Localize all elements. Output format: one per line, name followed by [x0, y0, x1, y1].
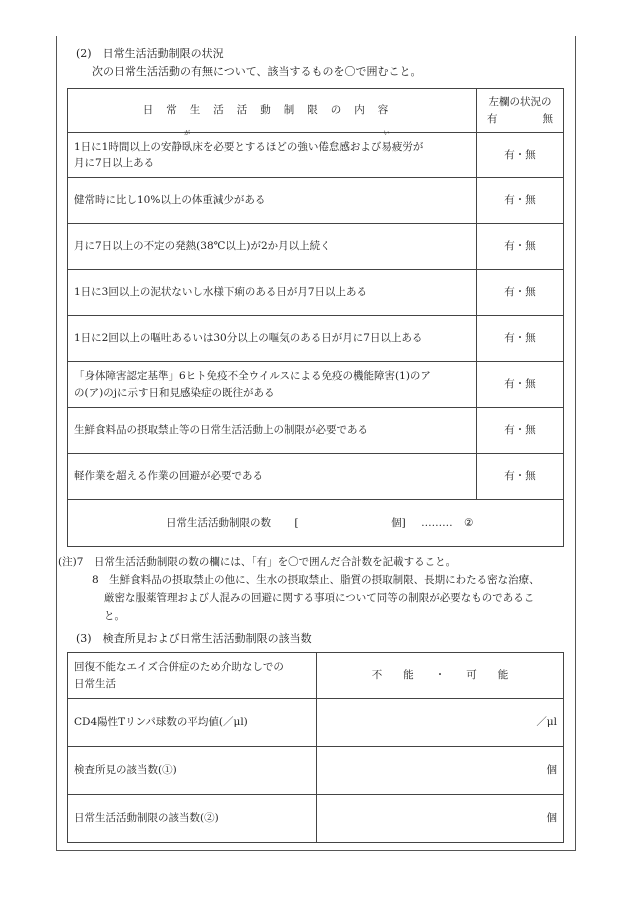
row1-line1: 1日に1時間以上の安静 が 臥床を必要とするほどの強い倦怠感および い 易疲労が [74, 129, 424, 153]
table-row [68, 178, 564, 224]
header-status-no: 無 [542, 112, 553, 125]
table-row [68, 133, 564, 178]
table-row [68, 699, 564, 747]
section2-instruction: 次の日常生活活動の有無について、該当するものを〇で囲むこと。 [92, 65, 422, 78]
note-8-line3: と。 [104, 610, 125, 622]
daily-activity-table [67, 88, 564, 547]
row-text: 生鮮食料品の摂取禁止等の日常生活活動上の制限が必要である [68, 408, 477, 454]
row6-line1: 「身体障害認定基準」6ヒト免疫不全ウイルスによる免疫の機能障害(1)のア [74, 370, 431, 383]
total-dots: ……… [421, 516, 453, 529]
total-unit: 個] [391, 516, 406, 529]
total-bracket-open: [ [294, 516, 299, 529]
row-text: 1日に3回以上の泥状ないし水様下痢のある日が月7日以上ある [68, 270, 477, 316]
table-row [68, 224, 564, 270]
cd4-value-field[interactable]: ／μl [317, 699, 564, 747]
table-row [68, 653, 564, 699]
aids-complication-line2: 日常生活 [74, 677, 116, 690]
page-frame-bottom [56, 850, 576, 851]
page-frame-left [56, 36, 57, 850]
section3-heading: (3) 検査所見および日常生活活動制限の該当数 [76, 632, 312, 645]
restriction-count-field[interactable]: 個 [317, 795, 564, 843]
possible-impossible-option[interactable]: 不 能 ・ 可 能 [317, 653, 564, 699]
ruby-i: い [383, 129, 390, 137]
note-8-line1: 8 生鮮食料品の摂取禁止の他に、生水の摂取禁止、脂質の摂取制限、長期にわたる密な治療、 [92, 574, 540, 586]
total-row [68, 500, 564, 547]
row-text: 健常時に比し10%以上の体重減少がある [68, 178, 477, 224]
row1-line2: 月に7日以上ある [74, 157, 155, 169]
findings-count-label: 検査所見の該当数(①) [68, 747, 317, 795]
yes-no-option[interactable]: 有・無 [477, 454, 564, 500]
table-row [68, 362, 564, 408]
cd4-label: CD4陽性Tリンパ球数の平均値(／μl) [68, 699, 317, 747]
restriction-count-label: 日常生活活動制限の該当数(②) [68, 795, 317, 843]
table-row [68, 270, 564, 316]
table-row [68, 454, 564, 500]
note-8-line2: 厳密な服薬管理および人混みの回避に関する事項について同等の制限が必要なものであるこ [104, 592, 535, 604]
total-label: 日常生活活動制限の数 [166, 516, 271, 529]
yes-no-option[interactable]: 有・無 [477, 408, 564, 454]
yes-no-option[interactable]: 有・無 [477, 133, 564, 178]
total-mark: ② [463, 516, 474, 529]
yes-no-option[interactable]: 有・無 [477, 270, 564, 316]
table-row [68, 795, 564, 843]
yes-no-option[interactable]: 有・無 [477, 178, 564, 224]
aids-complication-line1: 回復不能なエイズ合併症のため介助なしでの [74, 661, 284, 674]
header-content: 日常生活活動制限の内容 [142, 104, 402, 117]
note-7: (注)7 日常生活活動制限の数の欄には、「有」を〇で囲んだ合計数を記載すること。 [58, 556, 457, 568]
header-status-yes: 有 [487, 112, 498, 125]
table-header-row [68, 89, 564, 133]
findings-table [67, 652, 564, 843]
yes-no-option[interactable]: 有・無 [477, 362, 564, 408]
ruby-ga: が [184, 129, 191, 137]
section2-heading: (2) 日常生活活動制限の状況 [76, 47, 224, 60]
header-status-line1: 左欄の状況の [488, 96, 552, 109]
page-frame-right [575, 36, 576, 850]
row-text: 1日に2回以上の嘔吐あるいは30分以上の嘔気のある日が月に7日以上ある [68, 316, 477, 362]
row-text: 軽作業を超える作業の回避が必要である [68, 454, 477, 500]
row6-line2: の(ア)のjに示す日和見感染症の既往がある [74, 386, 275, 399]
yes-no-option[interactable]: 有・無 [477, 224, 564, 270]
table-row [68, 316, 564, 362]
row-text: 月に7日以上の不定の発熱(38℃以上)が2か月以上続く [68, 224, 477, 270]
findings-count-field[interactable]: 個 [317, 747, 564, 795]
table-row [68, 747, 564, 795]
table-row [68, 408, 564, 454]
yes-no-option[interactable]: 有・無 [477, 316, 564, 362]
